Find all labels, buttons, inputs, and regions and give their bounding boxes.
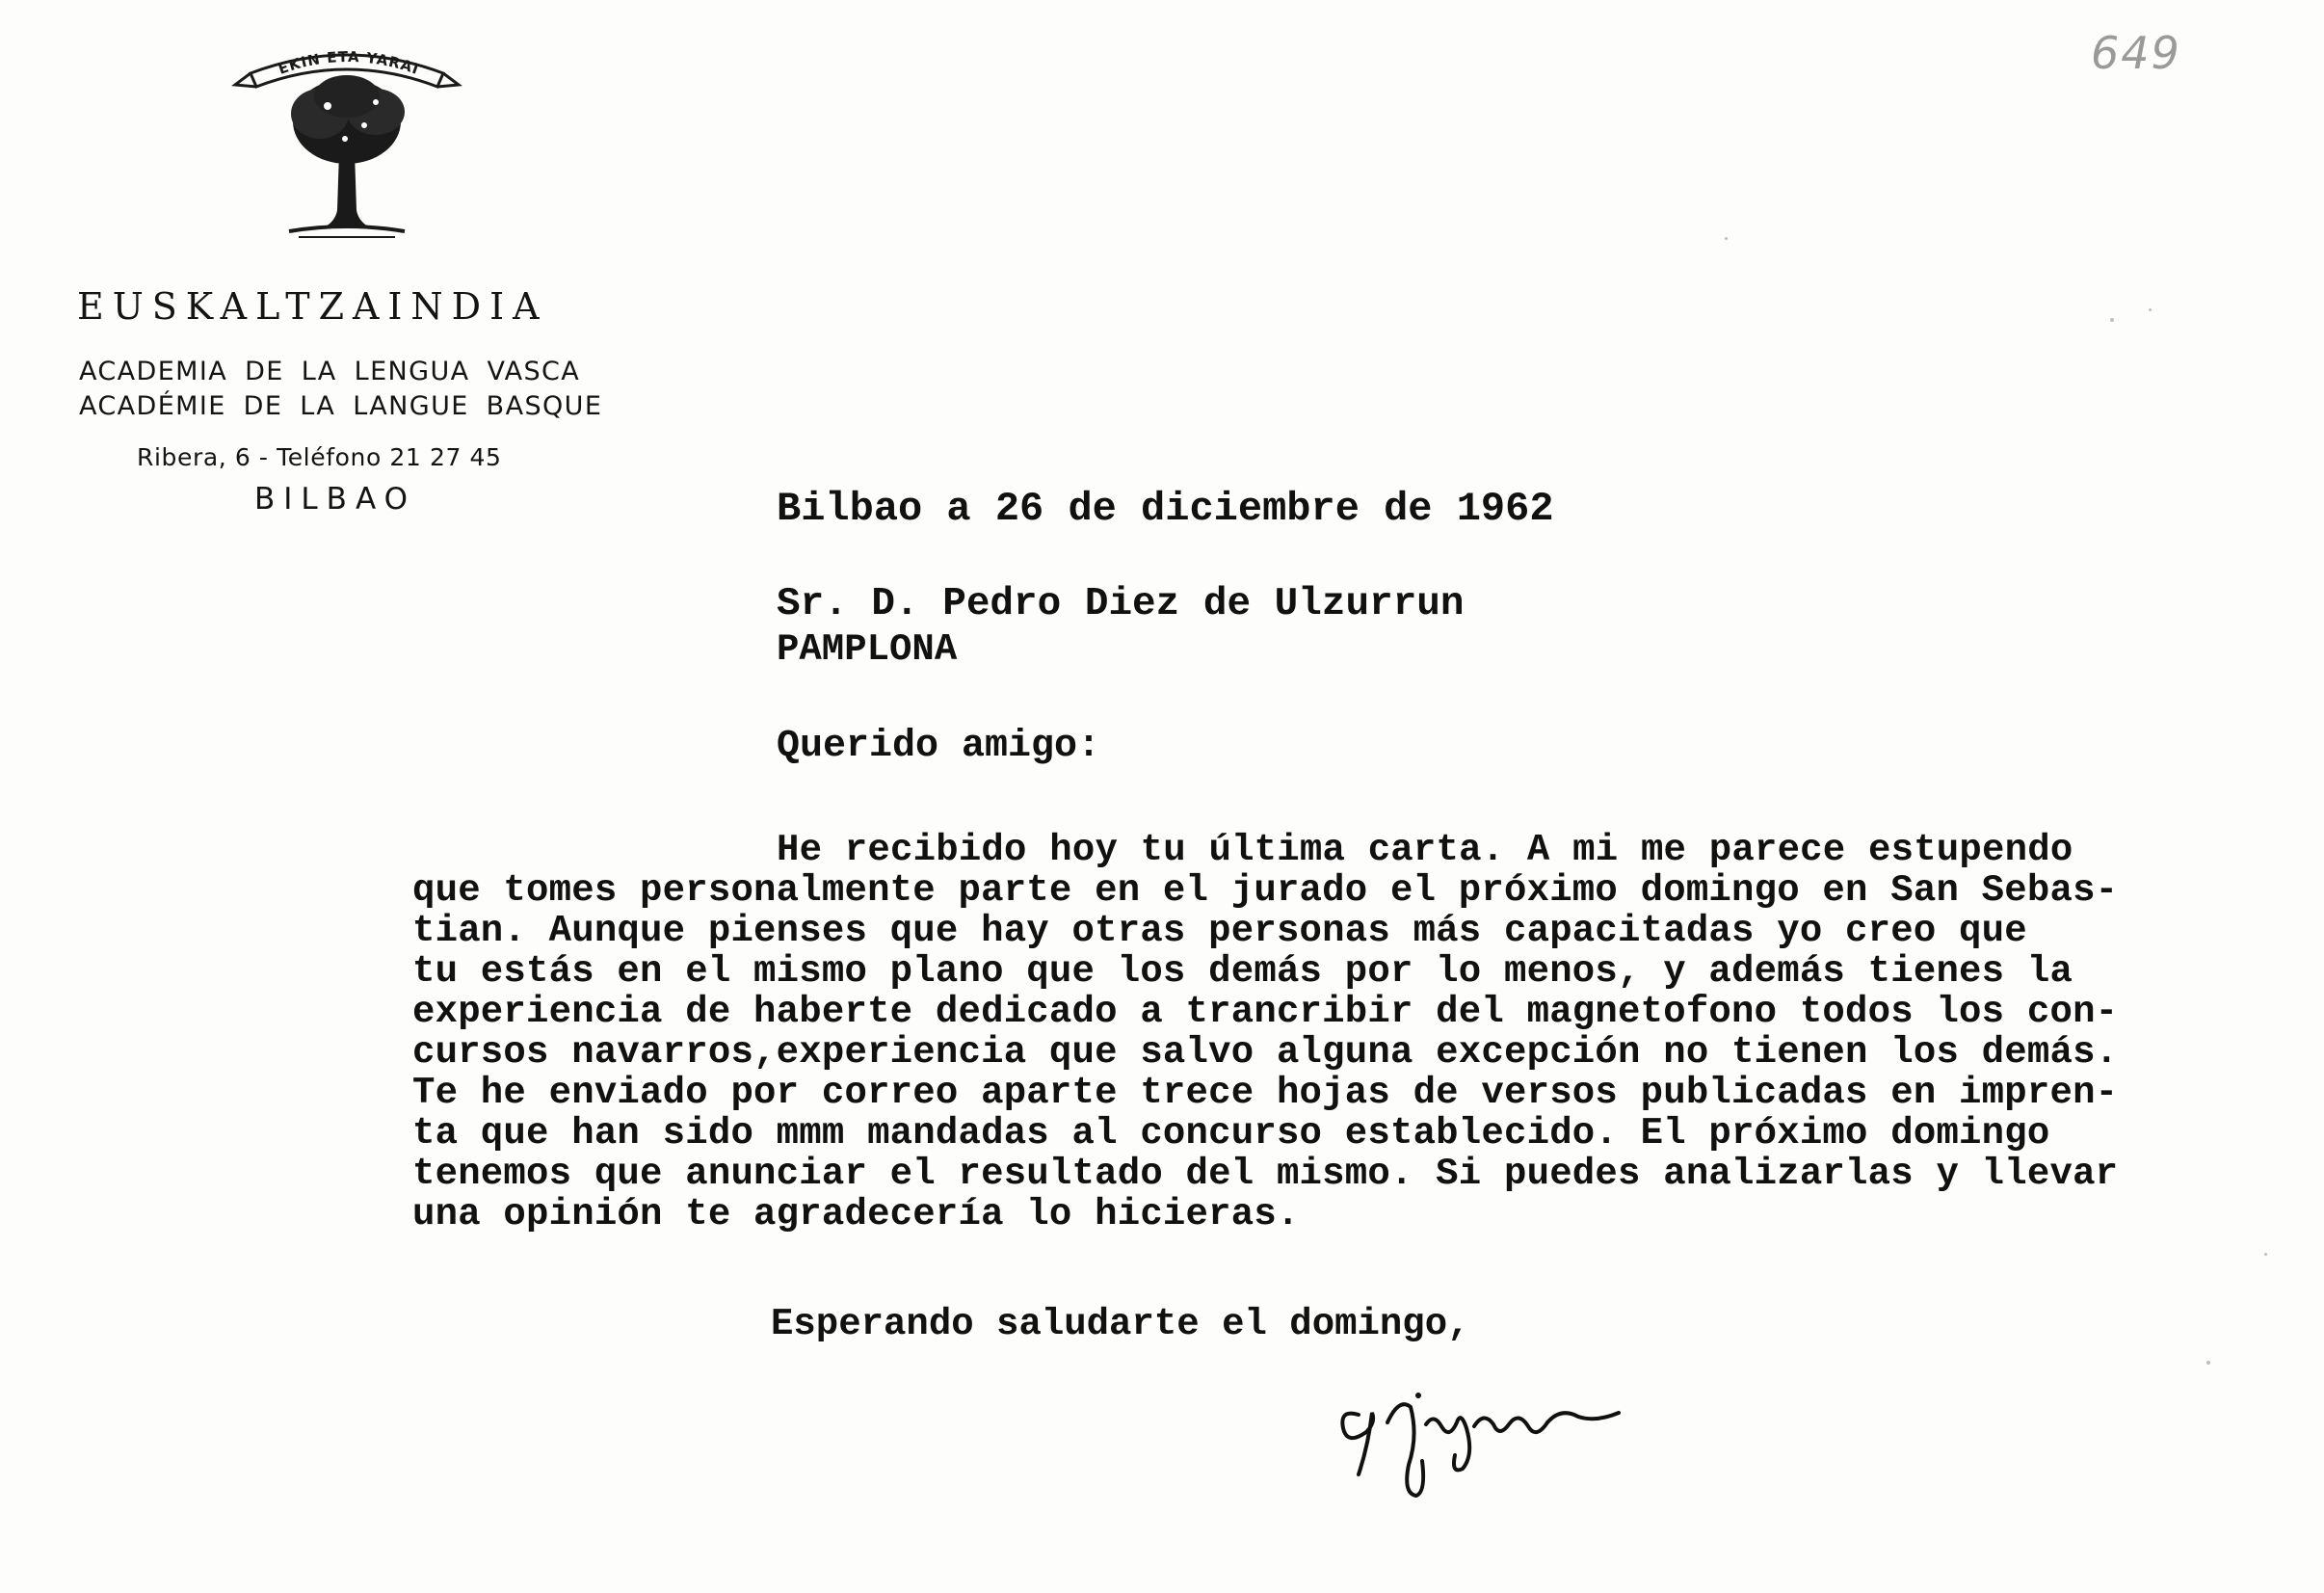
body-line: ta que han sido mmm mandadas al concurso establecido. El próximo domingo <box>412 1112 2050 1155</box>
body-line: He recibido hoy tu última carta. A mi me parece estupendo <box>777 829 2073 871</box>
motto-banner <box>231 17 462 249</box>
scan-speck <box>1725 237 1728 240</box>
body-line: que tomes personalmente parte en el jurado el próximo domingo en San Sebas- <box>412 869 2119 912</box>
body-line: Te he enviado por correo aparte trece hojas de versos publicadas en impren- <box>412 1072 2119 1114</box>
org-address: Ribera, 6 - Teléfono 21 27 45 <box>137 443 502 471</box>
body-line: cursos navarros,experiencia que salvo alguna excepción no tienen los demás. <box>412 1031 2119 1074</box>
svg-text:EKIN ETA YARAI <box>276 48 421 78</box>
body-line: una opinión te agradecería lo hicieras. <box>412 1193 1300 1235</box>
body-line: tenemos que anunciar el resultado del mismo. Si puedes analizarlas y llevar <box>412 1153 2119 1195</box>
letter-date: Bilbao a 26 de diciembre de 1962 <box>777 486 1554 532</box>
archive-number: 649 <box>2091 27 2181 79</box>
org-name: EUSKALTZAINDIA <box>77 285 548 328</box>
scan-speck <box>2110 318 2114 322</box>
scan-speck <box>2264 1253 2267 1256</box>
org-city: BILBAO <box>254 482 417 517</box>
body-line: tu estás en el mismo plano que los demás por lo menos, y además tienes la <box>412 950 2073 993</box>
handwritten-signature <box>1330 1368 1648 1503</box>
scan-speck <box>2206 1361 2210 1365</box>
org-subtitle-french: ACADÉMIE DE LA LANGUE BASQUE <box>79 391 603 421</box>
closing-line: Esperando saludarte el domingo, <box>771 1303 1470 1345</box>
scan-speck <box>2149 308 2152 311</box>
org-subtitle-spanish: ACADEMIA DE LA LENGUA VASCA <box>79 357 581 386</box>
body-line: tian. Aunque pienses que hay otras personas más capacitadas yo creo que <box>412 910 2027 952</box>
recipient-city: PAMPLONA <box>777 628 958 671</box>
recipient-name: Sr. D. Pedro Diez de Ulzurrun <box>777 582 1465 626</box>
body-line: experiencia de haberte dedicado a trancribir del magnetofono todos los con- <box>412 991 2119 1033</box>
motto-text: EKIN ETA YARAI <box>276 47 422 79</box>
salutation: Querido amigo: <box>777 725 1101 768</box>
